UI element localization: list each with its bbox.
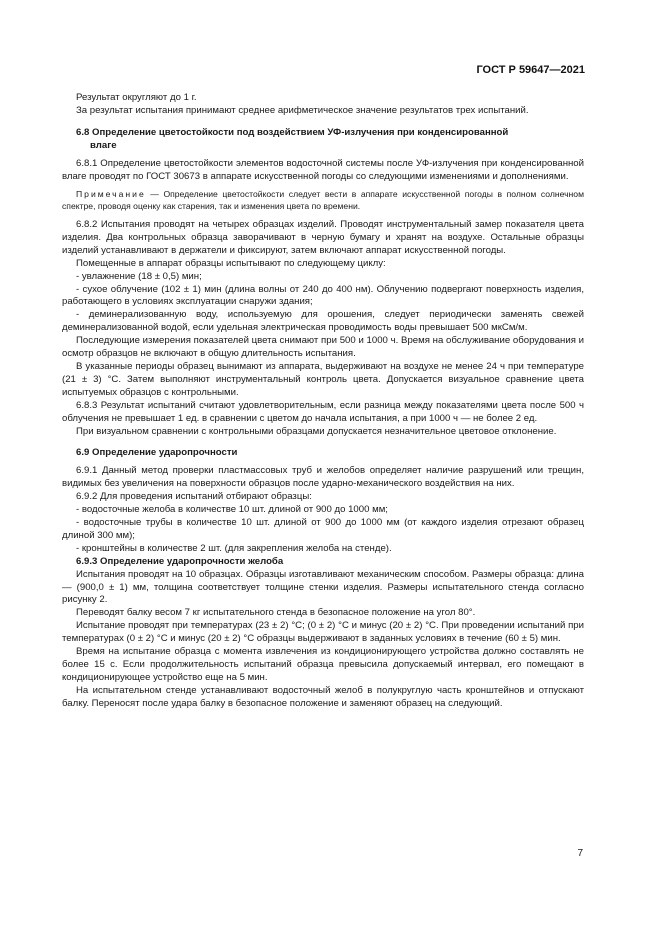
paragraph: В указанные периоды образец вынимают из аппарата, выдерживают на воздухе не менее 24 ч при температуре (21 ± 3) °С. Затем выполняют инструментальный контроль цвета. Допускается визуальное сравнение цвета испытуемых образцов с контрольными. [62, 361, 584, 398]
paragraph: Переводят балку весом 7 кг испытательного стенда в безопасное положение на угол 80°. [76, 607, 476, 619]
list-item: - кронштейны в количестве 2 шт. (для закрепления желоба на стенде). [76, 542, 392, 554]
section-number: 6.8 [76, 126, 90, 138]
section-heading-6-8 [62, 127, 584, 153]
note [62, 189, 584, 213]
section-title-cont: влаге [90, 139, 117, 151]
section-title: Определение ударопрочности [92, 447, 238, 459]
list-item: - сухое облучение (102 ± 1) мин (длина волны от 240 до 400 нм). Облучению подвергают поверхность изделия, работающего в условиях эксплуатации снаружи здания; [62, 283, 584, 308]
paragraph-6-8-3: 6.8.3 Результат испытаний считают удовлетворительным, если разница между показателями цвета после 500 ч облучения не превышает 1 ед. в сравнении с цветом до начала испытания, а при 1000 ч — не более 2 ед. [62, 399, 584, 424]
section-title: Определение цветостойкости под воздействием УФ-излучения при конденсированной [92, 126, 509, 138]
subsection-heading-6-9-3: 6.9.3 Определение ударопрочности желоба [76, 555, 284, 567]
list-item: - деминерализованную воду, используемую для орошения, следует периодически заменять свежей деминерализованной водой, если удельная электрическая проводимость воды превышает 500 мкСм/м. [62, 309, 584, 334]
paragraph: За результат испытания принимают среднее арифметическое значение результатов трех испытаний. [76, 104, 529, 116]
section-heading-6-9 [62, 447, 584, 460]
list-item: - увлажнение (18 ± 0,5) мин; [76, 270, 202, 282]
paragraph-6-9-1: 6.9.1 Данный метод проверки пластмассовых труб и желобов определяет наличие разрушений или трещин, видимых без увеличения на поверхности образцов после ударно-механического воздействия на них. [62, 465, 584, 490]
paragraph: Последующие измерения показателей цвета снимают при 500 и 1000 ч. Время на обслуживание оборудования и осмотр образцов не включают в общую длительность испытания. [62, 335, 584, 360]
paragraph-6-8-1: 6.8.1 Определение цветостойкости элементов водосточной системы после УФ-излучения при конденсированной влаге проводят по ГОСТ 30673 в аппарате искусственной погоды со следующими изменениями и дополнениями. [62, 157, 584, 182]
paragraph: Время на испытание образца с момента извлечения из кондиционирующего устройства должно составлять не более 15 с. Если продолжительность испытаний образца превысила допускаемый интервал, его помещают в кондиционирующее устройство еще на 5 мин. [62, 646, 584, 683]
paragraph: При визуальном сравнении с контрольными образцами допускается незначительное цветовое отклонение. [76, 425, 557, 437]
section-number: 6.9 [76, 447, 90, 459]
paragraph-6-8-2: 6.8.2 Испытания проводят на четырех образцах изделий. Проводят инструментальный замер показателя цвета изделия. Два контрольных образца заворачивают в черную бумагу и хранят на воздухе. Остальные образцы изделий устанавливают в держатели и фиксируют, затем включают аппарат искусственной погоды. [62, 219, 584, 256]
document-id: ГОСТ Р 59647—2021 [476, 64, 585, 76]
paragraph: Испытание проводят при температурах (23 ± 2) °С; (0 ± 2) °С и минус (20 ± 2) °С. При проведении испытаний при температурах (0 ± 2) °С и минус (20 ± 2) °С образцы выдерживают в заданных условиях в течение (60 ± 5) мин. [62, 620, 584, 645]
paragraph: Помещенные в аппарат образцы испытывают по следующему циклу: [76, 257, 386, 269]
document-body [62, 92, 584, 711]
page-number: 7 [577, 848, 583, 859]
list-item: - водосточные трубы в количестве 10 шт. длиной от 900 до 1000 мм (от каждого изделия отрезают образец длиной 300 мм); [62, 516, 584, 541]
list-item: - водосточные желоба в количестве 10 шт. длиной от 900 до 1000 мм; [76, 504, 388, 516]
note-label: Примечание [76, 189, 146, 200]
paragraph: Результат округляют до 1 г. [76, 92, 197, 103]
paragraph: Испытания проводят на 10 образцах. Образцы изготавливают механическим способом. Размеры образца: длина — (900,0 ± 1) мм, толщина соответствует толщине стенки изделия. Размеры испытательного стенда согласно рисунку 2. [62, 568, 584, 606]
paragraph: На испытательном стенде устанавливают водосточный желоб в полукруглую часть кронштейнов и отпускают балку. Переносят после удара балку в безопасное положение и заменяют образец на следующий. [62, 684, 584, 709]
note-text: — Определение цветостойкости следует вести в аппарате искусственной погоды в полном солнечном спектре, проводя оценку как старения, так и изменения цвета по времени. [62, 189, 584, 212]
paragraph-6-9-2: 6.9.2 Для проведения испытаний отбирают образцы: [76, 491, 312, 503]
